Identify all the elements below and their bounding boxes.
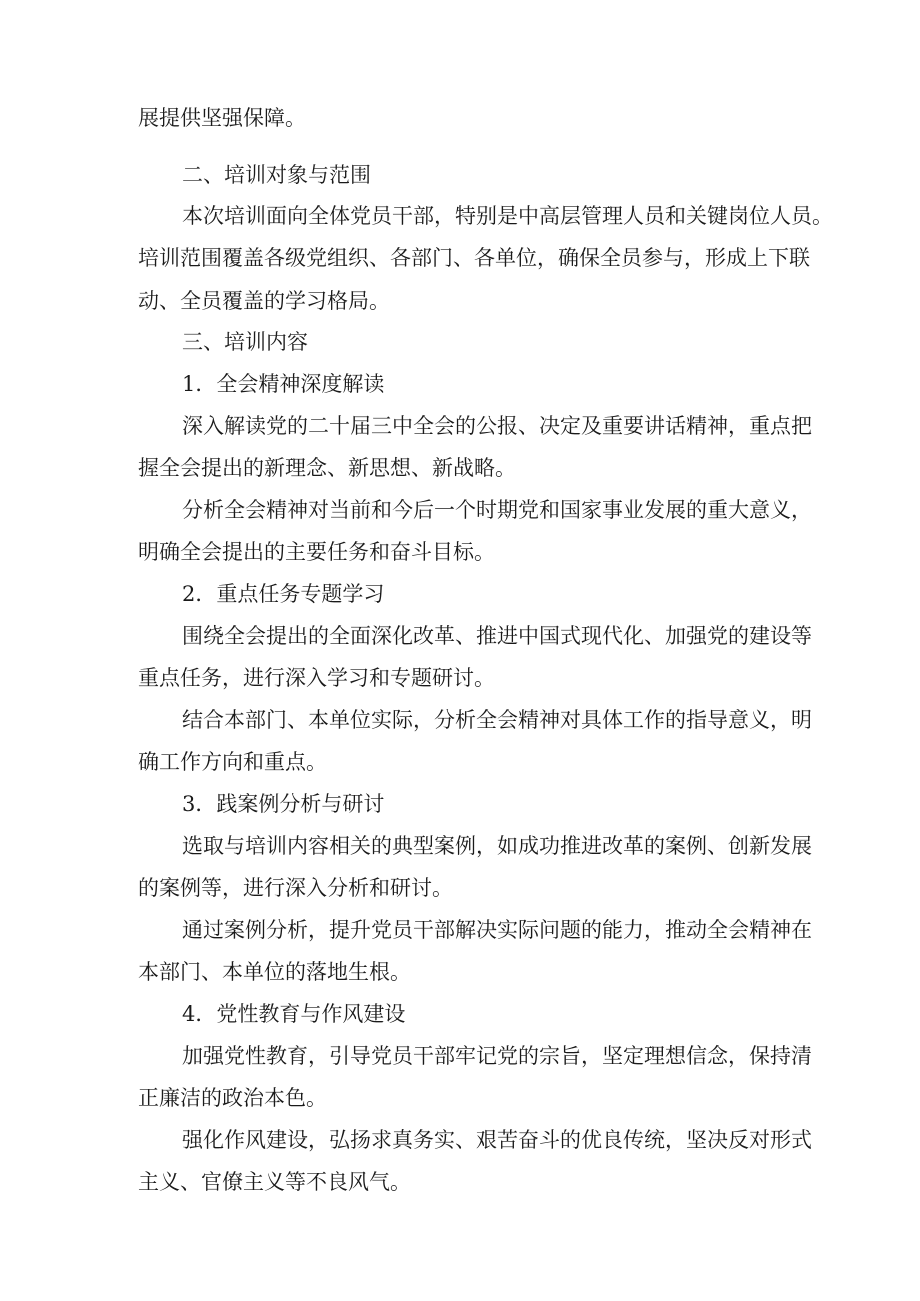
paragraph-line: 展提供坚强保障。: [138, 106, 306, 130]
paragraph-line: 本次培训面向全体党员干部，特别是中高层管理人员和关键岗位人员。: [182, 204, 833, 228]
paragraph-line: 强化作风建设，弘扬求真务实、艰苦奋斗的优良传统，坚决反对形式: [182, 1128, 812, 1152]
paragraph-line: 正廉洁的政治本色。: [138, 1086, 327, 1110]
paragraph-line: 动、全员覆盖的学习格局。: [138, 289, 390, 313]
section-heading: 三、培训内容: [182, 330, 308, 354]
subsection-heading: 2．重点任务专题学习: [182, 582, 385, 606]
paragraph-line: 本部门、本单位的落地生根。: [138, 960, 411, 984]
paragraph-line: 通过案例分析，提升党员干部解决实际问题的能力，推动全会精神在: [182, 918, 812, 942]
paragraph-line: 加强党性教育，引导党员干部牢记党的宗旨，坚定理想信念，保持清: [182, 1044, 812, 1068]
paragraph-line: 选取与培训内容相关的典型案例，如成功推进改革的案例、创新发展: [182, 834, 812, 858]
subsection-heading: 1．全会精神深度解读: [182, 372, 385, 396]
paragraph-line: 确工作方向和重点。: [138, 750, 327, 774]
subsection-heading: 3．践案例分析与研讨: [182, 792, 385, 816]
paragraph-line: 握全会提出的新理念、新思想、新战略。: [138, 456, 516, 480]
paragraph-line: 围绕全会提出的全面深化改革、推进中国式现代化、加强党的建设等: [182, 624, 812, 648]
paragraph-line: 培训范围覆盖各级党组织、各部门、各单位，确保全员参与，形成上下联: [138, 246, 810, 270]
paragraph-line: 结合本部门、本单位实际，分析全会精神对具体工作的指导意义，明: [182, 708, 812, 732]
paragraph-line: 重点任务，进行深入学习和专题研讨。: [138, 666, 495, 690]
subsection-heading: 4．党性教育与作风建设: [182, 1002, 406, 1026]
paragraph-line: 明确全会提出的主要任务和奋斗目标。: [138, 540, 495, 564]
paragraph-line: 主义、官僚主义等不良风气。: [138, 1170, 411, 1194]
paragraph-line: 的案例等，进行深入分析和研讨。: [138, 876, 453, 900]
paragraph-line: 分析全会精神对当前和今后一个时期党和国家事业发展的重大意义，: [182, 498, 812, 522]
paragraph-line: 深入解读党的二十届三中全会的公报、决定及重要讲话精神，重点把: [182, 414, 812, 438]
section-heading: 二、培训对象与范围: [182, 163, 371, 187]
